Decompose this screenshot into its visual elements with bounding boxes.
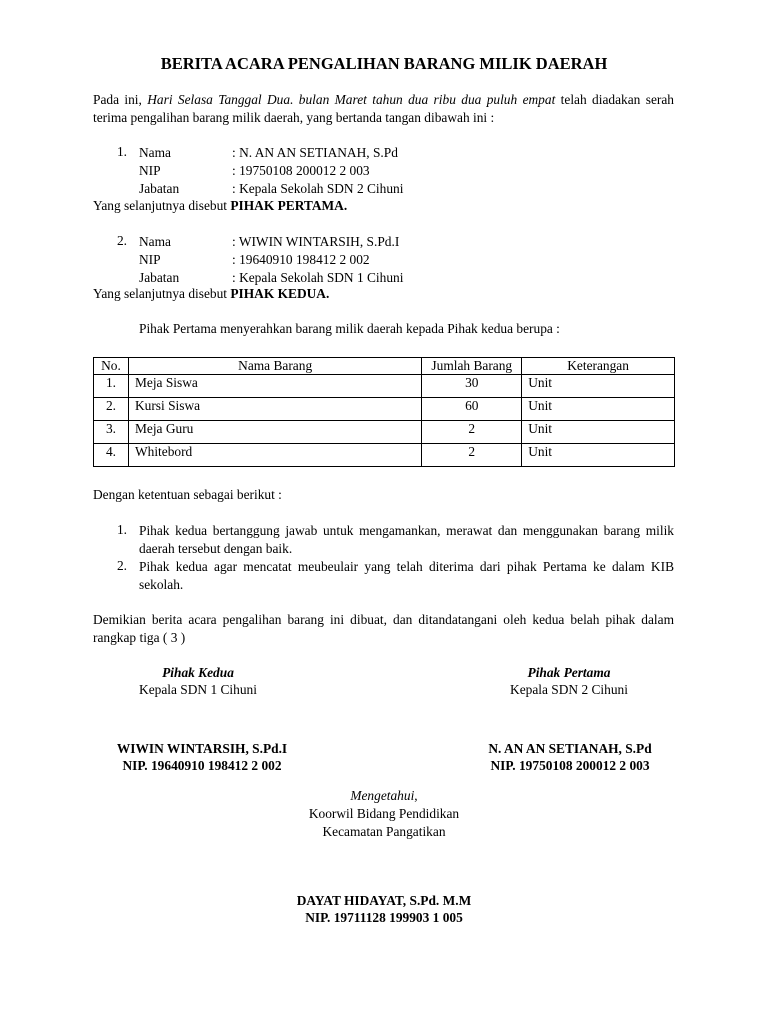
- signature-right-position: Kepala SDN 2 Cihuni: [510, 682, 628, 697]
- cell-no: 1.: [94, 375, 129, 398]
- opening-suffix: telah diadakan serah terima pengalihan barang milik daerah, yang bertanda tangan dibawah ini :: [93, 92, 674, 125]
- party2-value-nama: : WIWIN WINTARSIH, S.Pd.I: [232, 234, 400, 249]
- document-title: BERITA ACARA PENGALIHAN BARANG MILIK DAERAH: [160, 54, 608, 73]
- conditions-intro: Dengan ketentuan sebagai berikut :: [93, 487, 282, 502]
- party2-label-jabatan: Jabatan: [139, 270, 180, 285]
- witness-label-line: [234, 787, 534, 805]
- table-row: [94, 421, 675, 444]
- signature-right-role: Pihak Pertama: [527, 665, 611, 680]
- cell-nama-barang: Whitebord: [128, 444, 421, 467]
- signature-right-name: N. AN AN SETIANAH, S.Pd: [488, 741, 652, 756]
- party1-number: 1.: [116, 144, 127, 159]
- signature-right-nip: NIP. 19750108 200012 2 003: [490, 758, 650, 773]
- party1-designation: [93, 198, 347, 214]
- signature-left-role: Pihak Kedua: [162, 665, 234, 680]
- party2-values: [232, 233, 403, 287]
- header-nama-barang: Nama Barang: [128, 358, 421, 375]
- party1-designation-name: PIHAK PERTAMA.: [230, 198, 348, 213]
- signature-left-position: Kepala SDN 1 Cihuni: [139, 682, 257, 697]
- party2-value-nip: : 19640910 198412 2 002: [232, 252, 370, 267]
- cell-no: 2.: [94, 398, 129, 421]
- condition-number: 1.: [116, 522, 127, 537]
- cell-nama-barang: Meja Guru: [128, 421, 421, 444]
- signature-left-nip: NIP. 19640910 198412 2 002: [122, 758, 282, 773]
- party1-designation-prefix: Yang selanjutnya disebut: [93, 198, 231, 213]
- witness-position-1: Koorwil Bidang Pendidikan: [308, 806, 460, 821]
- cell-jumlah: 2: [422, 444, 522, 467]
- closing-paragraph: Demikian berita acara pengalihan barang ini dibuat, dan ditandatangani oleh kedua belah pihak dalam rangkap tiga ( 3 ): [93, 612, 674, 645]
- party2-label-nama: Nama: [139, 234, 171, 249]
- witness-signature-block: [234, 892, 534, 926]
- cell-no: 4.: [94, 444, 129, 467]
- party2-number: 2.: [116, 233, 127, 248]
- signature-right-block: [460, 740, 680, 774]
- witness-nip: NIP. 19711128 199903 1 005: [305, 910, 463, 925]
- condition-number: 2.: [116, 558, 127, 573]
- table-row: [94, 375, 675, 398]
- cell-keterangan: Unit: [522, 375, 675, 398]
- signature-left-header: [93, 664, 303, 698]
- cell-keterangan: Unit: [522, 444, 675, 467]
- cell-jumlah: 30: [422, 375, 522, 398]
- condition-text: Pihak kedua agar mencatat meubeulair yang telah diterima dari pihak Pertama ke dalam KIB sekolah.: [139, 559, 674, 592]
- party2-designation-name: PIHAK KEDUA.: [230, 286, 330, 301]
- party2-value-jabatan: : Kepala Sekolah SDN 1 Cihuni: [232, 270, 404, 285]
- cell-keterangan: Unit: [522, 421, 675, 444]
- cell-keterangan: Unit: [522, 398, 675, 421]
- cell-jumlah: 60: [422, 398, 522, 421]
- signature-left-block: [93, 740, 311, 774]
- witness-label: Mengetahui: [350, 788, 415, 803]
- cell-no: 3.: [94, 421, 129, 444]
- party1-label-jabatan: Jabatan: [139, 181, 180, 196]
- witness-label-suffix: ,: [414, 788, 418, 803]
- party2-labels: [139, 233, 179, 287]
- party1-label-nama: Nama: [139, 145, 171, 160]
- cell-nama-barang: Meja Siswa: [128, 375, 421, 398]
- party1-labels: [139, 144, 179, 198]
- signature-right-header: [464, 664, 674, 698]
- header-no: No.: [94, 358, 129, 375]
- party1-value-jabatan: : Kepala Sekolah SDN 2 Cihuni: [232, 181, 404, 196]
- cell-jumlah: 2: [422, 421, 522, 444]
- party2-designation: [93, 286, 329, 302]
- party2-designation-prefix: Yang selanjutnya disebut: [93, 286, 231, 301]
- handover-text: Pihak Pertama menyerahkan barang milik daerah kepada Pihak kedua berupa :: [139, 321, 560, 336]
- opening-prefix: Pada ini,: [93, 92, 148, 107]
- header-keterangan: Keterangan: [522, 358, 675, 375]
- table-row: [94, 398, 675, 421]
- witness-header: [234, 787, 534, 841]
- cell-nama-barang: Kursi Siswa: [128, 398, 421, 421]
- party1-value-nama: : N. AN AN SETIANAH, S.Pd: [232, 145, 398, 160]
- party1-label-nip: NIP: [139, 163, 161, 178]
- opening-date: Hari Selasa Tanggal Dua. bulan Maret tahun dua ribu dua puluh empat: [147, 92, 556, 107]
- table-row: [94, 444, 675, 467]
- items-table: [93, 357, 675, 467]
- table-header-row: [94, 358, 675, 375]
- party1-value-nip: : 19750108 200012 2 003: [232, 163, 370, 178]
- party1-values: [232, 144, 403, 198]
- opening-paragraph: [93, 91, 674, 127]
- witness-position-2: Kecamatan Pangatikan: [322, 824, 446, 839]
- witness-name: DAYAT HIDAYAT, S.Pd. M.M: [296, 893, 472, 908]
- party2-label-nip: NIP: [139, 252, 161, 267]
- signature-left-name: WIWIN WINTARSIH, S.Pd.I: [116, 741, 288, 756]
- header-jumlah-barang: Jumlah Barang: [422, 358, 522, 375]
- condition-text: Pihak kedua bertanggung jawab untuk mengamankan, merawat dan menggunakan barang milik daerah tersebut dengan baik.: [139, 523, 674, 556]
